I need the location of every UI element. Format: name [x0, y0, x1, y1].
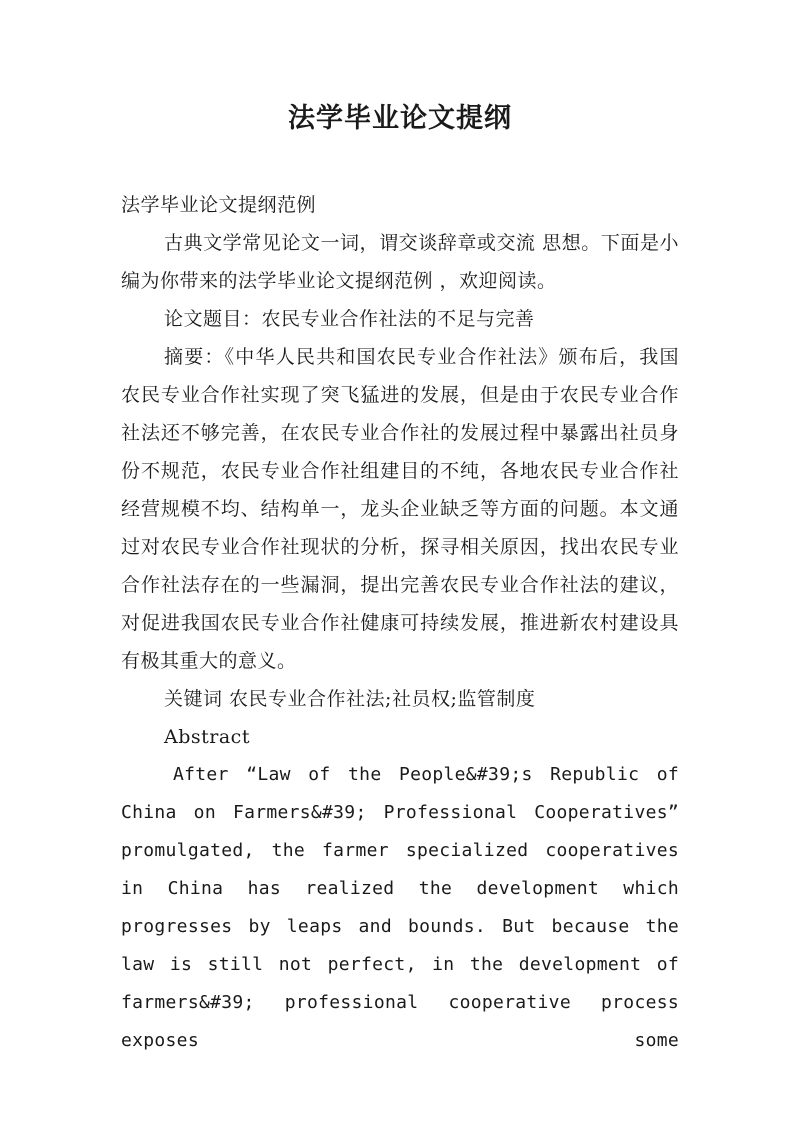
abstract-heading: Abstract [164, 726, 250, 748]
keywords-line: 关键词 农民专业合作社法;社员权;监管制度 [164, 688, 536, 710]
document-subtitle: 法学毕业论文提纲范例 [121, 194, 317, 216]
document-title: 法学毕业论文提纲 [288, 103, 512, 134]
chinese-abstract: 摘要：《中华人民共和国农民专业合作社法》颁布后，我国农民专业合作社实现了突飞猛进的发展，但是由于农民专业合作社法还不够完善，在农民专业合作社的发展过程中暴露出社员身份不规范，农民专业合作社组建目的不纯，各地农民专业合作社经营规模不均、结构单一，龙头企业缺乏等方面的问题。本文通过对农民专业合作社现状的分析，探寻相关原因，找出农民专业合作社法存在的一些漏洞，提出完善农民专业合作社法的建议，对促进我国农民专业合作社健康可持续发展，推进新农村建设具有极其重大的意义。 [121, 346, 679, 672]
english-abstract: After “Law of the People&#39;s Republic of China on Farmers&#39; Professional Cooperatives” promulgated, the farmer specialized cooperatives in China has realized the development which progresses by leaps and bounds. But because the law is still not perfect, in the development of farmers&#39; professional cooperative process exposes some [121, 764, 679, 1051]
document-body [121, 186, 679, 1060]
intro-paragraph: 古典文学常见论文一词，谓交谈辞章或交流 思想。下面是小编为你带来的法学毕业论文提纲范例 ，欢迎阅读。 [121, 232, 679, 292]
thesis-topic: 论文题目：农民专业合作社法的不足与完善 [164, 308, 535, 330]
